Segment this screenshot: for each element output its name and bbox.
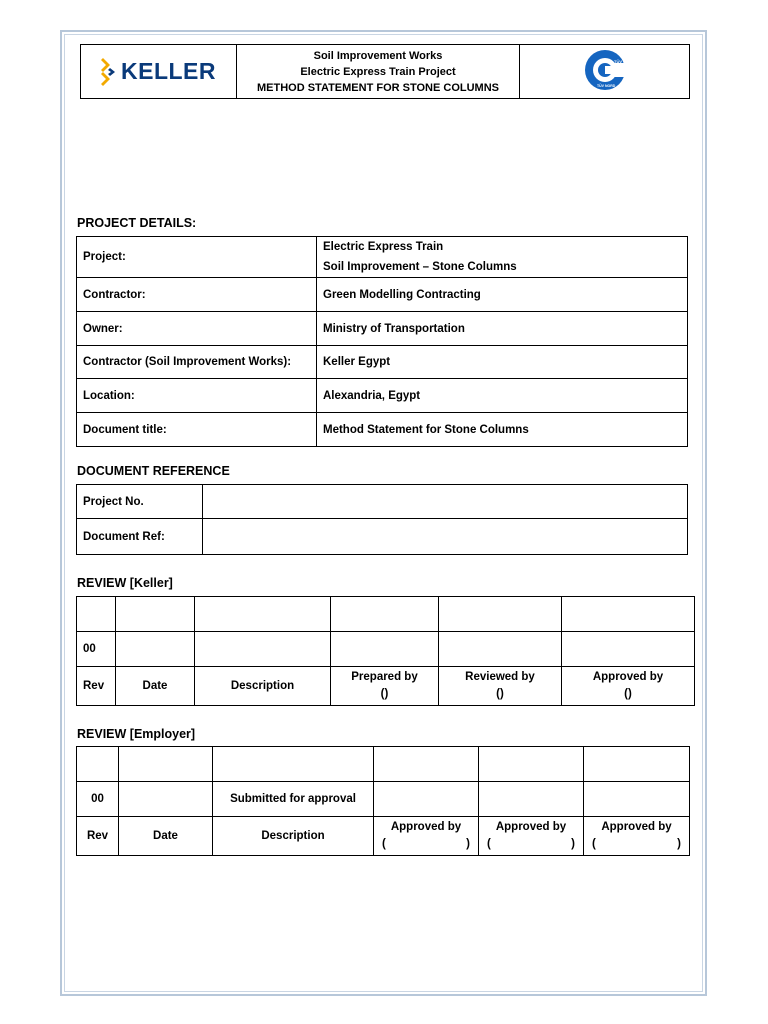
approved-by-header [562, 667, 695, 706]
rev-header: Rev [77, 817, 119, 856]
review-employer-table [76, 746, 690, 856]
soil-contractor-value: Keller Egypt [317, 346, 688, 379]
approved-by-parens [380, 836, 472, 853]
table-cell [116, 632, 195, 667]
table-row [77, 312, 688, 346]
description-header: Description [213, 817, 374, 856]
project-value-line-1: Electric Express Train [323, 241, 444, 253]
document-reference-heading: DOCUMENT REFERENCE [77, 464, 230, 478]
approved-by-sub: () [624, 688, 632, 700]
paren-close: ) [571, 838, 575, 850]
table-cell [562, 632, 695, 667]
table-row [77, 747, 690, 782]
table-cell [213, 747, 374, 782]
table-cell [77, 597, 116, 632]
keller-logo-icon [101, 58, 115, 86]
approved-by-label: Approved by [592, 671, 664, 683]
header-title-line-3: METHOD STATEMENT FOR STONE COLUMNS [257, 81, 499, 94]
project-no-label: Project No. [77, 485, 203, 519]
table-cell [331, 632, 439, 667]
cert-text-top: TÜV NORD [613, 59, 635, 64]
project-value-line-2: Soil Improvement – Stone Columns [323, 261, 517, 273]
document-title-value: Method Statement for Stone Columns [317, 413, 688, 447]
contractor-label: Contractor: [77, 278, 317, 312]
reviewed-by-sub: () [496, 688, 504, 700]
document-ref-value [203, 519, 688, 555]
prepared-by-label: Prepared by [351, 671, 418, 683]
table-cell [374, 782, 479, 817]
date-header: Date [116, 667, 195, 706]
rev-header: Rev [77, 667, 116, 706]
header-title-line-2: Electric Express Train Project [300, 65, 456, 78]
project-details-table [76, 236, 688, 447]
table-row [77, 485, 688, 519]
document-title-label: Document title: [77, 413, 317, 447]
header-title-line-1: Soil Improvement Works [313, 49, 443, 62]
table-cell [331, 597, 439, 632]
table-cell [195, 632, 331, 667]
project-value [317, 237, 688, 278]
table-cell [439, 597, 562, 632]
table-row [77, 632, 695, 667]
owner-label: Owner: [77, 312, 317, 346]
paren-close: ) [677, 838, 681, 850]
table-row [77, 413, 688, 447]
soil-contractor-label: Contractor (Soil Improvement Works): [77, 346, 317, 379]
table-cell [439, 632, 562, 667]
table-row [77, 379, 688, 413]
table-cell [479, 782, 584, 817]
location-label: Location: [77, 379, 317, 413]
header-table [80, 44, 690, 99]
review-employer-heading: REVIEW [Employer] [77, 727, 196, 741]
prepared-by-header [331, 667, 439, 706]
approved-by-label: Approved by [601, 821, 672, 833]
table-row [77, 237, 688, 278]
table-cell [116, 597, 195, 632]
keller-logo-cell [81, 45, 237, 99]
date-header: Date [119, 817, 213, 856]
document-ref-label: Document Ref: [77, 519, 203, 555]
approved-by-label: Approved by [390, 821, 462, 833]
table-row [77, 817, 690, 856]
approved-by-parens [590, 836, 683, 853]
table-cell [195, 597, 331, 632]
rev-value: 00 [77, 782, 119, 817]
table-cell [584, 747, 690, 782]
approved-by-header-3 [584, 817, 690, 856]
table-cell [562, 597, 695, 632]
project-details-heading: PROJECT DETAILS: [77, 216, 197, 230]
approved-by-parens [485, 836, 577, 853]
owner-value: Ministry of Transportation [317, 312, 688, 346]
review-keller-heading: REVIEW [Keller] [77, 576, 173, 590]
table-row [77, 597, 695, 632]
keller-logo-text: KELLER [121, 58, 216, 84]
table-cell [77, 747, 119, 782]
contractor-value: Green Modelling Contracting [317, 278, 688, 312]
keller-logo [81, 58, 236, 86]
project-label: Project: [77, 237, 317, 278]
table-cell [584, 782, 690, 817]
description-header: Description [195, 667, 331, 706]
table-row [77, 782, 690, 817]
tuv-certification-logo [584, 49, 635, 91]
table-row [77, 667, 695, 706]
rev-value: 00 [77, 632, 116, 667]
table-cell [374, 747, 479, 782]
cert-text-bottom: TÜV NORD [596, 84, 615, 88]
paren-open: ( [382, 838, 386, 850]
approved-by-label: Approved by [495, 821, 567, 833]
review-keller-table [76, 596, 695, 706]
approved-by-header-2 [479, 817, 584, 856]
approved-by-header-1 [374, 817, 479, 856]
certification-logo-cell [520, 45, 690, 99]
table-row [77, 346, 688, 379]
description-value: Submitted for approval [213, 782, 374, 817]
table-cell [119, 782, 213, 817]
project-no-value [203, 485, 688, 519]
document-reference-table [76, 484, 688, 555]
paren-open: ( [487, 838, 491, 850]
reviewed-by-label: Reviewed by [465, 671, 535, 683]
table-cell [119, 747, 213, 782]
paren-open: ( [592, 838, 596, 850]
table-cell [479, 747, 584, 782]
table-row [77, 278, 688, 312]
reviewed-by-header [439, 667, 562, 706]
prepared-by-sub: () [380, 688, 389, 700]
header-title-cell [237, 45, 520, 99]
location-value: Alexandria, Egypt [317, 379, 688, 413]
paren-close: ) [466, 838, 470, 850]
table-row [77, 519, 688, 555]
